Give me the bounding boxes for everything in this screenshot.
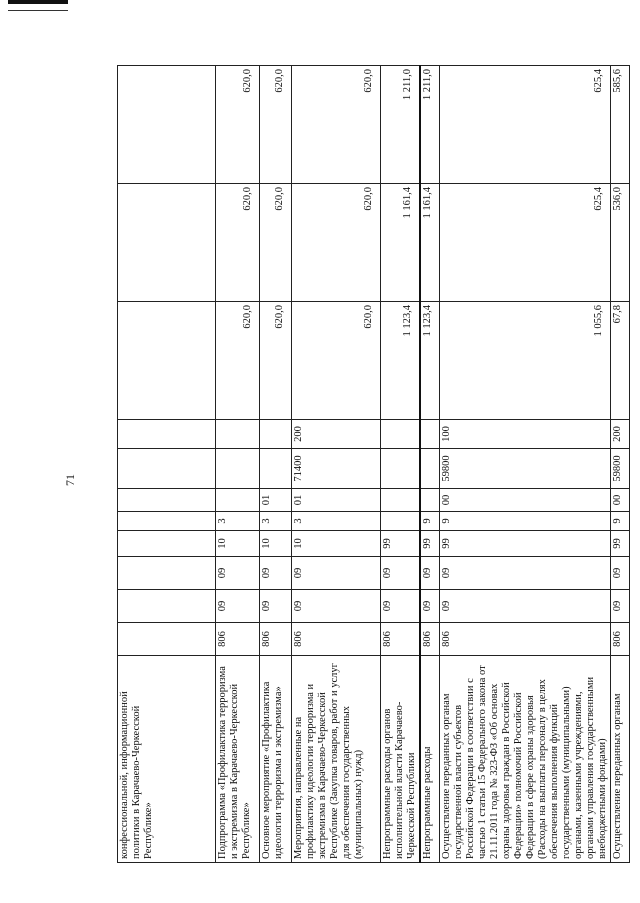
direction-code xyxy=(216,449,260,489)
event-code xyxy=(381,489,421,512)
podrazdel-code: 09 xyxy=(420,557,440,590)
expense-type-code xyxy=(260,420,292,449)
event-code: 01 xyxy=(292,489,381,512)
top-mark xyxy=(8,0,68,4)
event-code xyxy=(118,489,216,512)
direction-code: 59800 xyxy=(611,449,630,489)
razdel-code: 09 xyxy=(381,590,421,623)
table-row xyxy=(216,66,260,863)
direction-code xyxy=(420,449,440,489)
direction-code xyxy=(118,449,216,489)
podrazdel-code: 09 xyxy=(381,557,421,590)
sum-year2: 620,0 xyxy=(216,184,260,302)
expense-type-code xyxy=(216,420,260,449)
expense-type-code: 200 xyxy=(611,420,630,449)
ved-code: 806 xyxy=(420,623,440,656)
razdel-code: 09 xyxy=(292,590,381,623)
sum-year1: 1 123,4 xyxy=(420,302,440,420)
expense-type-code: 100 xyxy=(440,420,611,449)
sum-year2: 1 161,4 xyxy=(381,184,421,302)
ved-code: 806 xyxy=(440,623,611,656)
table-row xyxy=(611,66,630,863)
program-code: 99 xyxy=(420,531,440,557)
event-code: 00 xyxy=(440,489,611,512)
expense-type-code xyxy=(381,420,421,449)
sum-year1: 620,0 xyxy=(292,302,381,420)
row-name: Непрограммные расходы органов исполнительной власти Карачаево-Черкесской Республики xyxy=(381,656,421,863)
ved-code: 806 xyxy=(216,623,260,656)
podrazdel-code: 09 xyxy=(440,557,611,590)
table-row xyxy=(381,66,421,863)
sum-year2: 1 161,4 xyxy=(420,184,440,302)
event-code: 01 xyxy=(260,489,292,512)
razdel-code: 09 xyxy=(260,590,292,623)
top-rule xyxy=(8,10,68,11)
sum-year3: 620,0 xyxy=(292,66,381,184)
table-row xyxy=(420,66,440,863)
subprogram-code: 9 xyxy=(611,512,630,531)
sum-year3: 1 211,0 xyxy=(420,66,440,184)
event-code xyxy=(420,489,440,512)
row-name: Мероприятия, направленные на профилактику идеологии терроризма и экстремизма в Карачаево-Черкесской Республике (Закупка товаров, работ и услуг для обеспечения государственных (муниципальных) нужд) xyxy=(292,656,381,863)
budget-table-region xyxy=(117,66,623,863)
row-name: Непрограммные расходы xyxy=(420,656,440,863)
table-row xyxy=(260,66,292,863)
sum-year1: 1 123,4 xyxy=(381,302,421,420)
ved-code: 806 xyxy=(611,623,630,656)
sum-year1: 620,0 xyxy=(260,302,292,420)
program-code: 10 xyxy=(292,531,381,557)
sum-year1: 620,0 xyxy=(216,302,260,420)
ved-code: 806 xyxy=(292,623,381,656)
sum-year3: 620,0 xyxy=(260,66,292,184)
event-code: 00 xyxy=(611,489,630,512)
subprogram-code xyxy=(118,512,216,531)
sum-year2: 625,4 xyxy=(440,184,611,302)
program-code xyxy=(118,531,216,557)
event-code xyxy=(216,489,260,512)
subprogram-code xyxy=(381,512,421,531)
expense-type-code: 200 xyxy=(292,420,381,449)
row-name: конфессиональной, информационной политики в Карачаево-Черкесской Республике» xyxy=(118,656,216,863)
subprogram-code: 3 xyxy=(216,512,260,531)
razdel-code: 09 xyxy=(440,590,611,623)
table-row xyxy=(440,66,611,863)
sum-year1 xyxy=(118,302,216,420)
program-code: 99 xyxy=(381,531,421,557)
podrazdel-code: 09 xyxy=(260,557,292,590)
sum-year1: 67,8 xyxy=(611,302,630,420)
podrazdel-code xyxy=(118,557,216,590)
subprogram-code: 9 xyxy=(420,512,440,531)
direction-code: 71400 xyxy=(292,449,381,489)
subprogram-code: 9 xyxy=(440,512,611,531)
program-code: 10 xyxy=(260,531,292,557)
program-code: 10 xyxy=(216,531,260,557)
rotated-table-container xyxy=(117,66,623,863)
sum-year1: 1 055,6 xyxy=(440,302,611,420)
sum-year3 xyxy=(118,66,216,184)
razdel-code xyxy=(118,590,216,623)
subprogram-code: 3 xyxy=(292,512,381,531)
podrazdel-code: 09 xyxy=(216,557,260,590)
page-number: 71 xyxy=(63,474,77,486)
razdel-code: 09 xyxy=(216,590,260,623)
podrazdel-code: 09 xyxy=(611,557,630,590)
sum-year3: 620,0 xyxy=(216,66,260,184)
ved-code xyxy=(118,623,216,656)
podrazdel-code: 09 xyxy=(292,557,381,590)
direction-code: 59800 xyxy=(440,449,611,489)
sum-year3: 1 211,0 xyxy=(381,66,421,184)
expense-type-code xyxy=(118,420,216,449)
program-code: 99 xyxy=(440,531,611,557)
direction-code xyxy=(381,449,421,489)
row-name: Основное мероприятие «Профилактика идеологии терроризма и экстремизма» xyxy=(260,656,292,863)
razdel-code: 09 xyxy=(611,590,630,623)
budget-table xyxy=(117,65,630,863)
row-name: Подпрограмма «Профилактика терроризма и экстремизма в Карачаево-Черкесской Республике» xyxy=(216,656,260,863)
sum-year3: 625,4 xyxy=(440,66,611,184)
sum-year2 xyxy=(118,184,216,302)
table-row xyxy=(292,66,381,863)
razdel-code: 09 xyxy=(420,590,440,623)
subprogram-code: 3 xyxy=(260,512,292,531)
row-name: Осуществление переданных органам государственной власти субъектов Российской Федерации в соответствии с частью 1 статьи 15 Федерального закона от 21.11.2011 года № 323-ФЗ «Об основах охраны здоровья граждан в Российской Федерации» полномочий Российской Федерации в сфере охраны здоровья (Расходы на выплаты персоналу в целях обеспечения выполнения функций государственными (муниципальными) органами, казенными учреждениями, органами управления государственными внебюджетными фондами) xyxy=(440,656,611,863)
sum-year2: 536,0 xyxy=(611,184,630,302)
table-row xyxy=(118,66,216,863)
program-code: 99 xyxy=(611,531,630,557)
sum-year2: 620,0 xyxy=(260,184,292,302)
direction-code xyxy=(260,449,292,489)
expense-type-code xyxy=(420,420,440,449)
ved-code: 806 xyxy=(260,623,292,656)
ved-code: 806 xyxy=(381,623,421,656)
sum-year2: 620,0 xyxy=(292,184,381,302)
sum-year3: 585,6 xyxy=(611,66,630,184)
row-name: Осуществление переданных органам xyxy=(611,656,630,863)
